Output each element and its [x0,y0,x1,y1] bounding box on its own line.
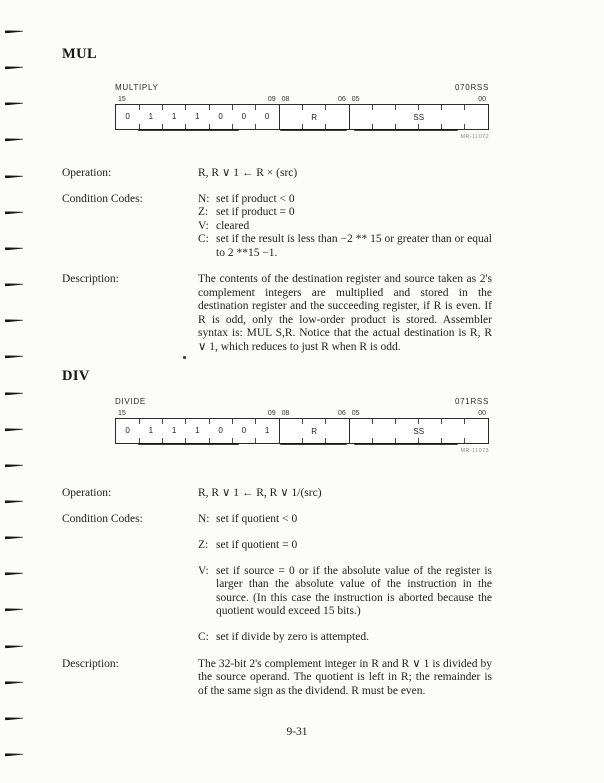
instruction-mnemonic: MUL [62,46,98,62]
binding-mark [5,66,23,70]
bit-number: 00 [478,410,486,417]
binding-mark [5,500,23,504]
bit-cell [419,105,442,129]
bit-number: 09 [267,96,276,103]
binding-mark [5,717,23,721]
bit-cell: 1 [163,105,186,129]
binding-mark [5,644,23,648]
binding-mark [5,210,23,214]
condition-code-row [198,193,492,207]
field-name-label: SS [413,112,425,122]
description-text: The 32-bit 2's complement integer in R and R ∨ 1 is divided by the source operand. The quotient is left in R; the remainder is of the same sign as the dividend. R must be even. [198,657,492,697]
bit-cell: 0 [232,419,255,443]
condition-code-flag: C: [198,631,209,643]
field-r [279,419,349,443]
condition-code-row [198,206,492,220]
field-opcode [116,419,279,443]
scan-smudge [138,443,238,445]
bit-number: 05 [351,96,360,103]
condition-codes-list [198,193,492,261]
binding-mark [5,30,23,34]
operation-label: Operation: [62,167,112,179]
description-label: Description: [62,273,119,285]
scan-smudge [280,443,347,445]
binding-mark [5,680,23,684]
condition-code-text: set if quotient = 0 [216,538,298,551]
bit-cell [373,105,396,129]
binding-mark [5,174,23,178]
description-row [62,273,492,354]
page-number: 9-31 [286,726,308,738]
bit-cell: 1 [186,419,209,443]
operation-expression: R, R ∨ 1 ← R, R ∨ 1/(src) [198,487,322,499]
binding-mark [5,355,23,359]
scan-smudge [138,129,238,131]
operation-label: Operation: [62,487,112,499]
bit-number: 09 [267,410,276,417]
diagram-header [115,397,489,406]
figure-number: MR-11073 [460,448,489,454]
condition-code-row [198,565,492,619]
condition-code-text: set if product = 0 [216,206,295,218]
bit-cell: 1 [186,105,209,129]
condition-code-flag: N: [198,512,210,525]
field-name-label: R [311,112,318,122]
field-ss [349,105,489,129]
operation-row [62,487,492,501]
condition-code-flag: Z: [198,538,209,551]
figure-number: MR-11072 [460,134,489,140]
bit-cell: 0 [232,105,255,129]
bit-cell [419,419,442,443]
description-text: The contents of the destination register and source taken as 2's complement integers are multiplied and stored in the destination register and the succeeding register, if R is even. If R is odd, only the low-order product is stored. Assembler syntax is: MUL S,R. Notice that the actual destination is R, R ∨ 1, which reduces to just R when R is odd. [198,273,492,353]
condition-code-flag: Z: [198,206,209,218]
instruction-section-mul [62,46,492,354]
bit-range-labels [349,410,489,417]
operation-expression: R, R ∨ 1 ← R × (src) [198,167,298,179]
bit-cell: 1 [139,419,162,443]
binding-mark [5,247,23,251]
condition-code-flag: V: [198,219,209,232]
bit-cell [442,419,465,443]
condition-code-row [198,513,492,527]
condition-codes-row [62,513,492,645]
condition-codes-row [62,193,492,261]
binding-mark [5,138,23,142]
field-ss [349,419,489,443]
bit-cell [326,419,349,443]
field-name-label: SS [413,426,425,436]
condition-code-flag: V: [198,564,209,577]
instruction-format-diagram [115,397,489,454]
condition-codes-label: Condition Codes: [62,512,143,525]
operation-row [62,167,492,181]
bit-cell: 1 [256,419,279,443]
condition-codes-list [198,513,492,645]
bit-cell: 1 [139,105,162,129]
binding-mark [5,319,23,323]
bit-cell: 0 [125,112,130,121]
binding-mark [5,283,23,287]
bit-cell [280,105,303,129]
binding-mark [5,536,23,540]
instruction-mnemonic: DIV [62,368,90,384]
binding-mark [5,102,23,106]
octal-opcode: 070RSS [455,83,489,92]
instruction-section-div [62,368,492,698]
condition-code-text: set if the result is less than −2 ** 15 or greater than or equal to 2 **15 −1. [216,233,492,259]
bit-cell: 0 [209,419,232,443]
scan-smudge [280,129,347,131]
bit-cell [303,419,326,443]
bit-cell: 0 [125,426,130,435]
bit-cell [465,419,488,443]
bit-cell [350,419,373,443]
bit-number: 05 [351,410,360,417]
binding-marks [0,0,30,783]
scan-smudge [354,443,458,445]
bit-cell [326,105,349,129]
binding-mark [5,753,23,757]
condition-code-text: cleared [216,219,250,232]
instruction-name: DIVIDE [115,397,146,406]
condition-code-text: set if quotient < 0 [216,512,298,525]
bit-field-box [115,104,489,130]
bit-range-labels [279,410,349,417]
bit-cell [396,419,419,443]
bit-cell [350,105,373,129]
binding-mark [5,608,23,612]
condition-code-text: set if product < 0 [216,192,295,205]
bit-number-labels [115,410,489,417]
binding-mark [5,572,23,576]
condition-code-flag: C: [198,233,209,245]
binding-mark [5,463,23,467]
description-label: Description: [62,657,119,670]
instruction-name: MULTIPLY [115,83,159,92]
bit-range-labels [279,96,349,103]
scan-smudge [354,129,458,131]
bit-number: 08 [281,410,290,417]
bit-cell: 0 [209,105,232,129]
condition-code-row [198,539,492,553]
condition-codes-label: Condition Codes: [62,192,143,205]
bit-cell [465,105,488,129]
instruction-format-diagram [115,83,489,140]
condition-code-row [198,631,492,645]
page-content [62,46,492,698]
bit-range-labels [349,96,489,103]
bit-number: 00 [478,96,486,103]
bit-range-labels [115,96,279,103]
octal-opcode: 071RSS [455,397,489,406]
condition-code-text: set if source = 0 or if the absolute value of the register is larger than the absolute value of the instruction in the source. (In this case the instruction is aborted because the quotient would exceed 15 bits.) [216,564,492,617]
bit-number: 15 [118,410,126,417]
condition-code-text: set if divide by zero is attempted. [216,631,369,643]
bit-number: 15 [118,96,126,103]
bit-cell [280,419,303,443]
description-row [62,658,492,699]
diagram-header [115,83,489,92]
condition-code-row [198,220,492,234]
bit-cell [373,419,396,443]
bit-cell: 1 [163,419,186,443]
binding-mark [5,427,23,431]
binding-mark [5,391,23,395]
field-opcode [116,105,279,129]
bit-number: 08 [281,96,290,103]
condition-code-row [198,233,492,260]
bit-cell [396,105,419,129]
bit-number: 06 [337,410,346,417]
bit-cell: 0 [256,105,279,129]
field-name-label: R [311,426,318,436]
bit-number-labels [115,96,489,103]
field-r [279,105,349,129]
bit-cell [303,105,326,129]
condition-code-flag: N: [198,192,210,205]
bit-number: 06 [337,96,346,103]
bit-field-box [115,418,489,444]
bit-range-labels [115,410,279,417]
bit-cell [442,105,465,129]
